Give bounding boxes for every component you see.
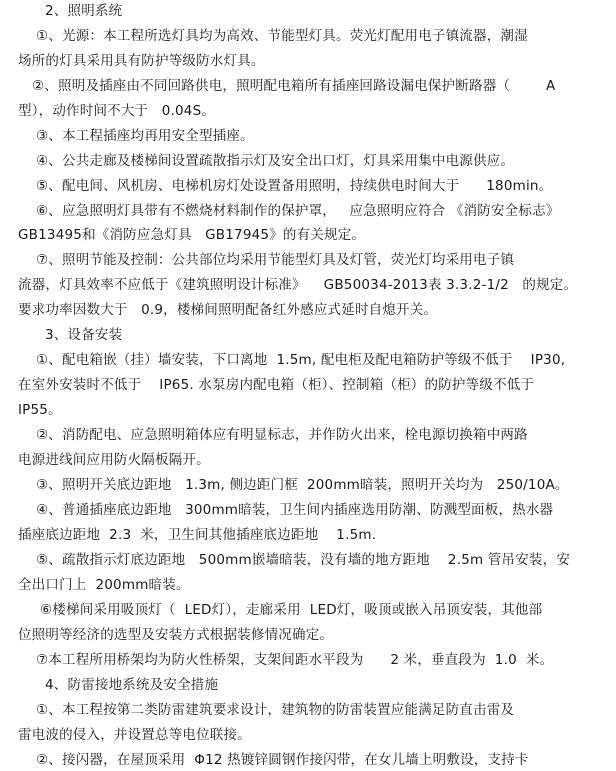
text-line: 流器，灯具效率不应低于《建筑照明设计标准》 GB50034-2013表 3.3.2-1/2 的规定。 [18, 277, 578, 293]
text-line: ②、消防配电、应急照明箱体应有明显标志，并作防火出来，栓电源切换箱中两路 [36, 427, 528, 443]
text-line: ③、本工程插座均再用安全型插座。 [36, 128, 254, 144]
text-line: 位照明等经济的选型及安装方式根据装修情况确定。 [18, 627, 334, 643]
text-line: 2、照明系统 [45, 3, 123, 19]
text-line: 电源进线间应用防火隔板隔开。 [18, 452, 210, 468]
text-line: 场所的灯具采用具有防护等级防水灯具。 [18, 53, 265, 69]
text-line: 4、防雷接地系统及安全措施 [45, 677, 219, 693]
text-line: ③、照明开关底边距地 1.3m, 侧边距门框 200mm暗装，照明开关均为 250/10A。 [36, 477, 569, 493]
text-line: 雷电波的侵入，并设置总等电位联接。 [18, 727, 251, 743]
text-line: ⑤、疏散指示灯底边距地 500mm嵌墙暗装，没有墙的地方距地 2.5m 管吊安装，安 [36, 552, 571, 568]
text-line: ⑦本工程所用桥架均为防火性桥架，支架间距水平段为 2 米，垂直段为 1.0 米。 [36, 652, 554, 668]
text-line: 型），动作时间不大于 0.04S。 [18, 103, 216, 119]
text-line: ⑦、照明节能及控制：公共部位均采用节能型灯具及灯管，荧光灯均采用电子镇 [36, 252, 515, 268]
text-line: 插座底边距地 2.3 米，卫生间其他插座底边距地 1.5m. [18, 527, 377, 543]
text-line: ⑥、应急照明灯具带有不燃烧材料制作的保护罩， 应急照明应符合 《消防安全标志》 [36, 203, 560, 219]
text-line: 在室外安装时不低于 IP65. 水泵房内配电箱（柜）、控制箱（柜）的防护等级不低于 [18, 377, 535, 393]
text-line: ①、光源：本工程所选灯具均为高效、节能型灯具。荧光灯配用电子镇流器，潮湿 [36, 28, 528, 44]
text-line: GB13495和《消防应急灯具 GB17945》的有关规定。 [18, 227, 366, 243]
text-line: ①、本工程按第二类防雷建筑要求设计，建筑物的防雷装置应能满足防直击雷及 [36, 702, 515, 718]
text-line: ⑥楼梯间采用吸顶灯（ LED灯），走廊采用 LED灯，吸顶或嵌入吊顶安装，其他部 [40, 602, 543, 618]
text-line: ①、配电箱嵌（挂）墙安装，下口离地 1.5m, 配电柜及配电箱防护等级不低于 IP30, [36, 352, 566, 368]
text-line: ⑤、配电间、风机房、电梯机房灯处设置备用照明，持续供电时间大于 180min。 [36, 178, 553, 194]
text-line: ④、普通插座底边距地 300mm暗装，卫生间内插座选用防潮、防溅型面板，热水器 [36, 502, 554, 518]
text-line: ②、接闪器，在屋顶采用 Φ12 热镀锌圆钢作接闪带，在女儿墙上明敷设，支持卡 [36, 752, 529, 768]
text-line: ②、照明及插座由不同回路供电，照明配电箱所有插座回路设漏电保护断路器（ A [32, 78, 556, 94]
text-line: 要求功率因数大于 0.9，楼梯间照明配备红外感应式延时自熄开关。 [18, 302, 438, 318]
text-line: 3、设备安装 [45, 327, 123, 343]
text-line: ④、公共走廊及楼梯间设置疏散指示灯及安全出口灯，灯具采用集中电源供应。 [36, 153, 515, 169]
text-line: IP55。 [18, 402, 62, 418]
text-line: 全出口门上 200mm暗装。 [18, 577, 190, 593]
